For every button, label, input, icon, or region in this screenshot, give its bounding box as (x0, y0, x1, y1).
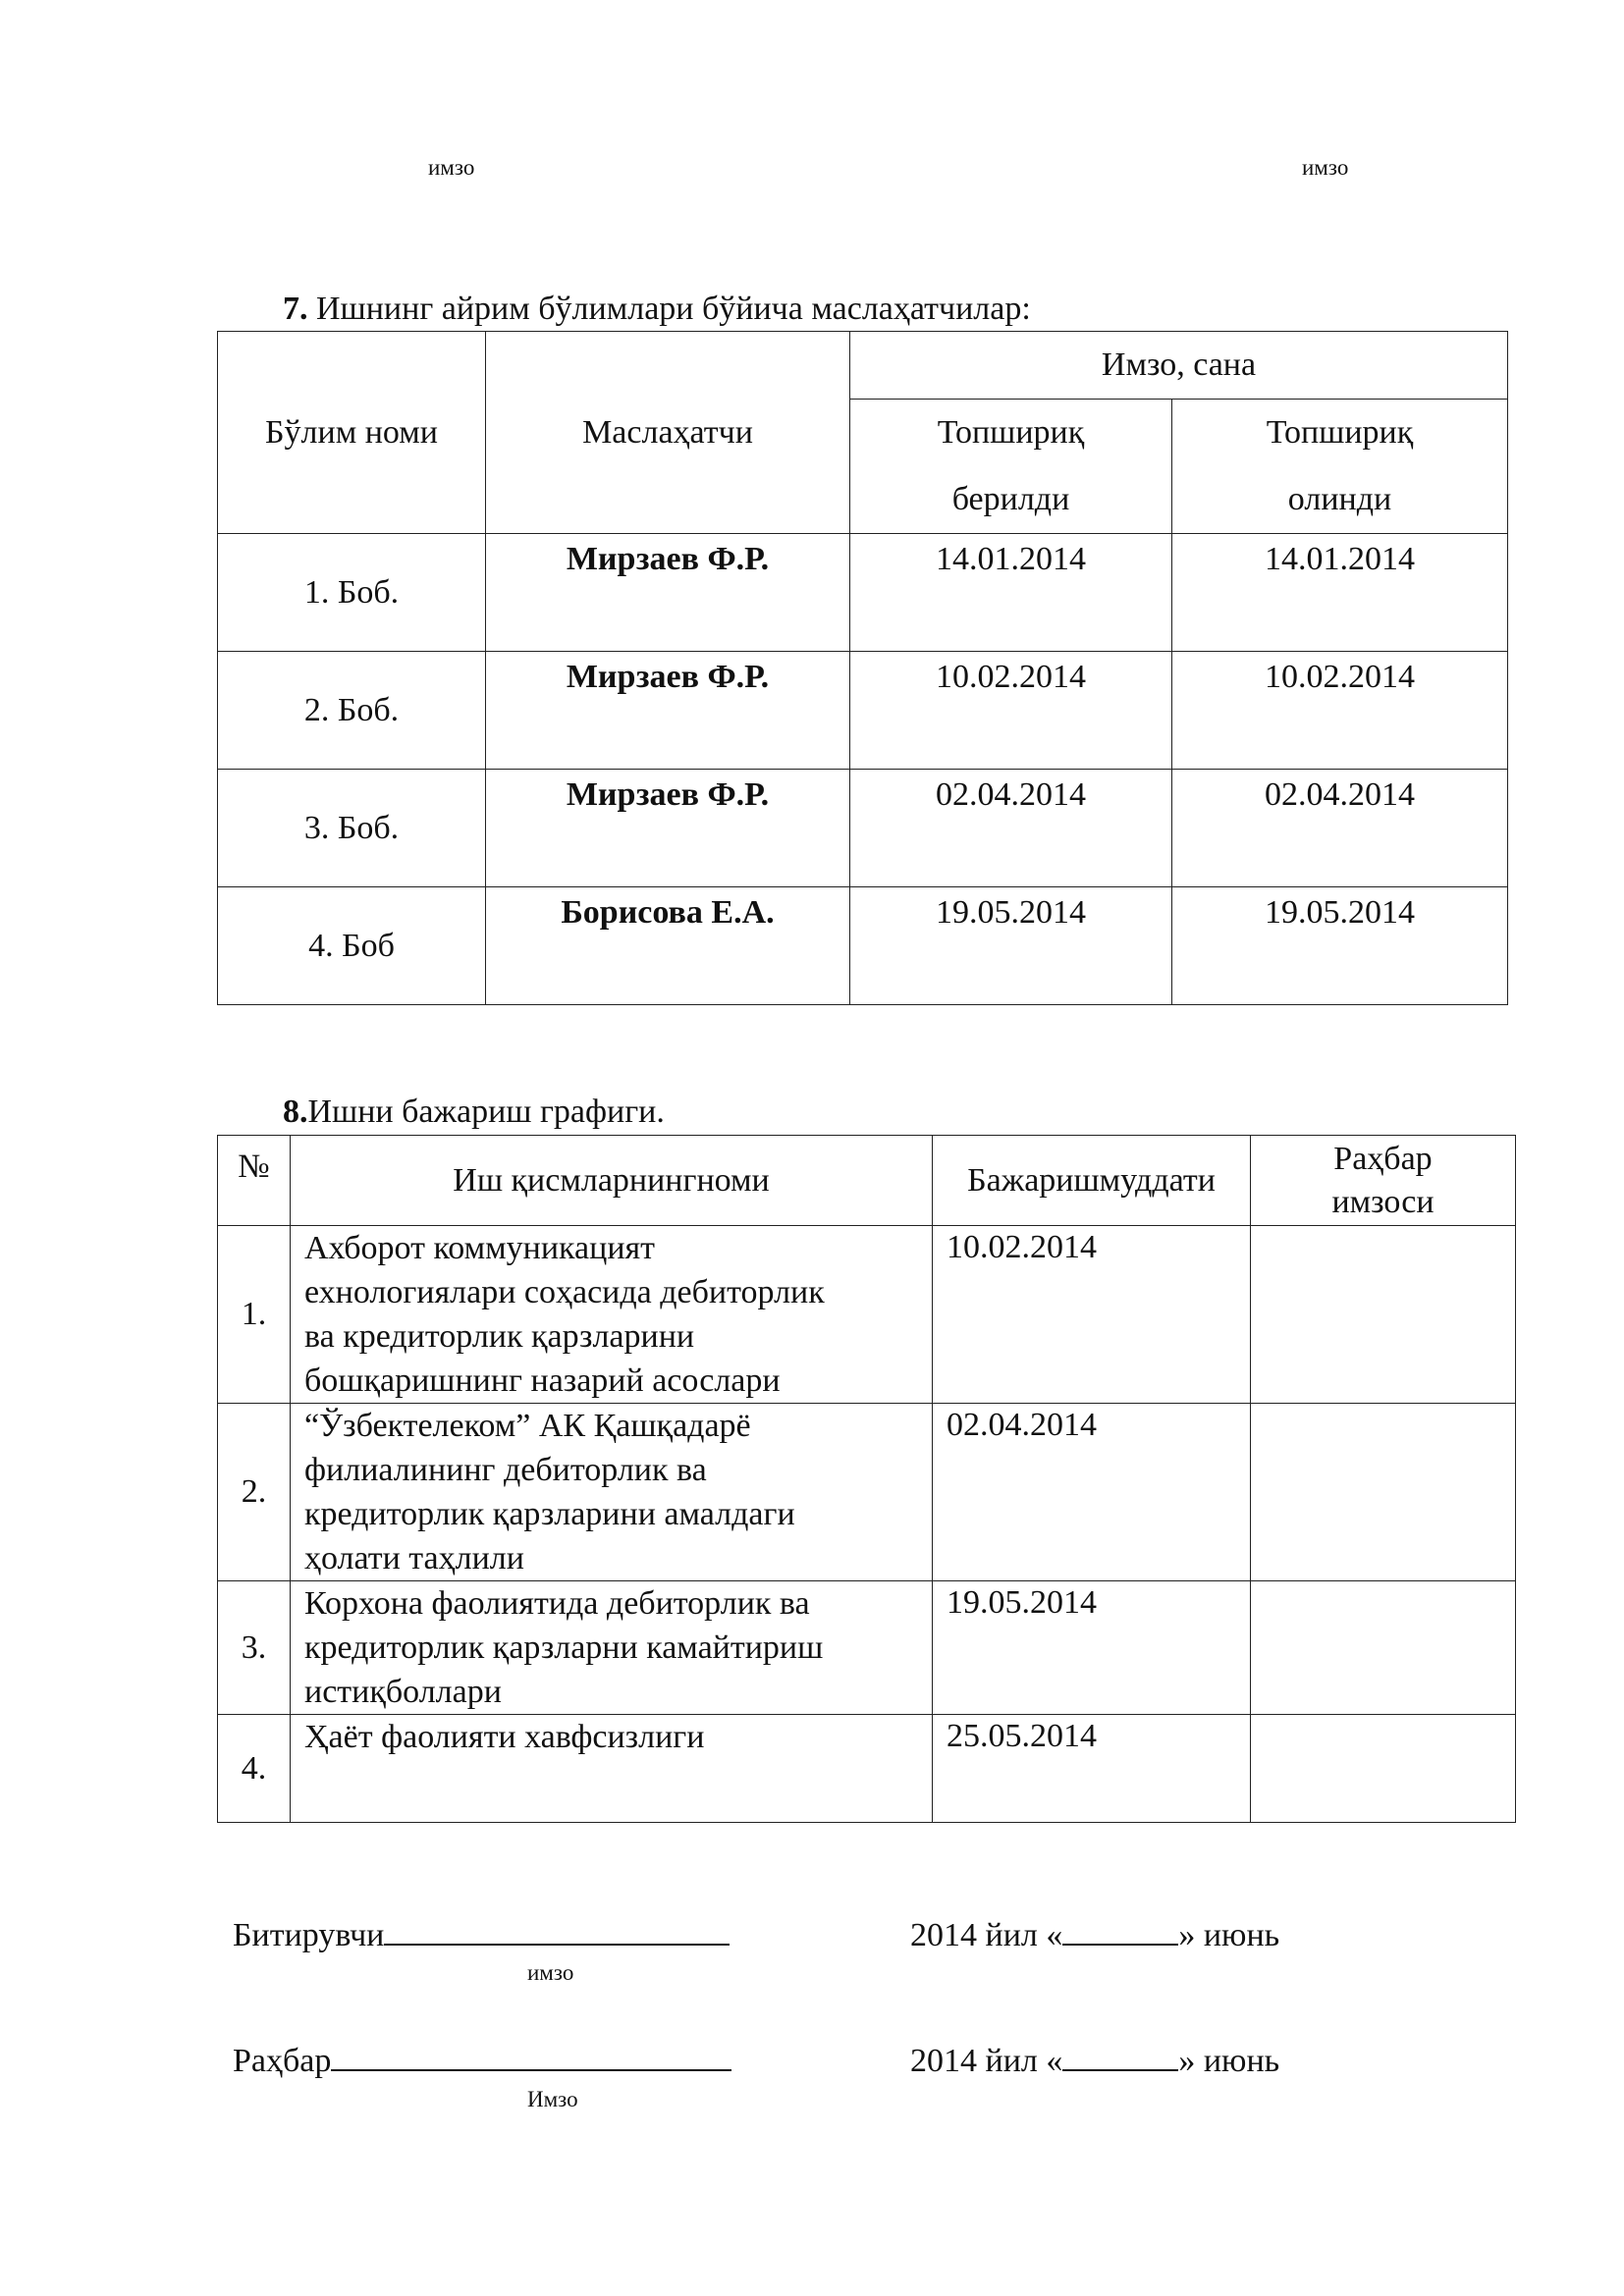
received-date-cell: 02.04.2014 (1172, 770, 1508, 887)
header-supervisor-line2: имзоси (1331, 1183, 1435, 1220)
received-date-cell: 19.05.2014 (1172, 887, 1508, 1005)
section-7-title: Ишнинг айрим бўлимлари бўйича маслаҳатчилар: (307, 291, 1031, 327)
section-cell: 1. Боб. (218, 534, 486, 652)
header-task-given-line2: берилди (951, 481, 1070, 517)
received-date-cell: 10.02.2014 (1172, 652, 1508, 770)
signature-caption-left: имзо (428, 155, 475, 180)
row-number: 1. (218, 1226, 291, 1404)
section-8-title: Ишни бажариш графиги. (307, 1094, 665, 1130)
graduate-day-line (1062, 1914, 1178, 1946)
header-consultant: Маслаҳатчи (486, 332, 850, 534)
graduate-signature-row (233, 1914, 730, 1954)
given-date-cell: 14.01.2014 (850, 534, 1172, 652)
graduate-date-prefix: 2014 йил « (910, 1917, 1063, 1953)
table-row (218, 1581, 1516, 1715)
signature-cell (1251, 1715, 1516, 1823)
work-part-line: “Ўзбектелеком” АК Қашқадарё (304, 1408, 751, 1444)
table-row (218, 1715, 1516, 1823)
supervisor-signature-row (233, 2040, 731, 2080)
section-cell: 4. Боб (218, 887, 486, 1005)
header-supervisor-signature (1251, 1136, 1516, 1226)
supervisor-date-prefix: 2014 йил « (910, 2043, 1063, 2079)
header-task-received (1172, 400, 1508, 534)
supervisor-date-suffix: » июнь (1178, 2043, 1280, 2079)
graduate-signature-caption: имзо (527, 1960, 574, 1985)
work-part-cell (291, 1226, 933, 1404)
header-task-received-line2: олинди (1287, 481, 1392, 517)
work-part-line: кредиторлик қарзларини амалдаги (304, 1496, 795, 1532)
table-row (218, 770, 1508, 887)
given-date-cell: 19.05.2014 (850, 887, 1172, 1005)
section-8-heading (283, 1094, 665, 1131)
consultant-cell: Мирзаев Ф.Р. (486, 770, 850, 887)
work-part-line: Ҳаёт фаолияти хавфсизлиги (304, 1719, 705, 1755)
supervisor-signature-caption: Имзо (527, 2087, 578, 2111)
header-task-given-line1: Топшириқ (937, 414, 1085, 451)
header-task-received-line1: Топшириқ (1266, 414, 1414, 451)
consultants-table (217, 331, 1508, 1005)
work-part-cell (291, 1404, 933, 1581)
signature-cell (1251, 1581, 1516, 1715)
table-row (218, 534, 1508, 652)
work-part-line: ехнологиялари соҳасида дебиторлик (304, 1274, 825, 1310)
header-number: № (218, 1136, 291, 1226)
section-cell: 2. Боб. (218, 652, 486, 770)
table-row (218, 887, 1508, 1005)
work-part-line: Корхона фаолиятида дебиторлик ва (304, 1585, 810, 1622)
work-part-line: кредиторлик қарзларни камайтириш (304, 1629, 824, 1666)
header-supervisor-line1: Раҳбар (1333, 1140, 1433, 1177)
signature-caption-right: имзо (1302, 155, 1349, 180)
consultant-cell: Мирзаев Ф.Р. (486, 652, 850, 770)
deadline-cell: 10.02.2014 (933, 1226, 1251, 1404)
signature-cell (1251, 1226, 1516, 1404)
supervisor-signature-line (331, 2040, 731, 2071)
header-deadline: Бажаришмуддати (933, 1136, 1251, 1226)
table-row (218, 1226, 1516, 1404)
section-cell: 3. Боб. (218, 770, 486, 887)
consultant-cell: Борисова Е.А. (486, 887, 850, 1005)
header-work-parts: Иш қисмларнингноми (291, 1136, 933, 1226)
schedule-table (217, 1135, 1516, 1823)
table-row (218, 1404, 1516, 1581)
given-date-cell: 10.02.2014 (850, 652, 1172, 770)
given-date-cell: 02.04.2014 (850, 770, 1172, 887)
supervisor-day-line (1062, 2040, 1178, 2071)
received-date-cell: 14.01.2014 (1172, 534, 1508, 652)
signature-cell (1251, 1404, 1516, 1581)
section-7-number: 7. (283, 291, 308, 327)
work-part-line: ҳолати таҳлили (304, 1540, 524, 1576)
graduate-date (910, 1914, 1279, 1954)
row-number: 3. (218, 1581, 291, 1715)
deadline-cell: 25.05.2014 (933, 1715, 1251, 1823)
graduate-label: Битирувчи (233, 1917, 385, 1953)
header-signature-date: Имзо, сана (850, 332, 1508, 400)
consultant-cell: Мирзаев Ф.Р. (486, 534, 850, 652)
header-section-name: Бўлим номи (218, 332, 486, 534)
row-number: 4. (218, 1715, 291, 1823)
section-8-number: 8. (283, 1094, 308, 1130)
section-7-heading (283, 291, 1031, 328)
supervisor-label: Раҳбар (233, 2043, 332, 2079)
header-task-given (850, 400, 1172, 534)
deadline-cell: 02.04.2014 (933, 1404, 1251, 1581)
table-row (218, 652, 1508, 770)
work-part-line: бошқаришнинг назарий асослари (304, 1362, 781, 1399)
work-part-line: истиқболлари (304, 1674, 502, 1710)
work-part-line: Ахборот коммуникацият (304, 1230, 656, 1266)
supervisor-date (910, 2040, 1279, 2080)
graduate-date-suffix: » июнь (1178, 1917, 1280, 1953)
work-part-line: филиалининг дебиторлик ва (304, 1452, 707, 1488)
row-number: 2. (218, 1404, 291, 1581)
graduate-signature-line (384, 1914, 730, 1946)
work-part-cell (291, 1715, 933, 1823)
work-part-cell (291, 1581, 933, 1715)
work-part-line: ва кредиторлик қарзларини (304, 1318, 695, 1355)
deadline-cell: 19.05.2014 (933, 1581, 1251, 1715)
